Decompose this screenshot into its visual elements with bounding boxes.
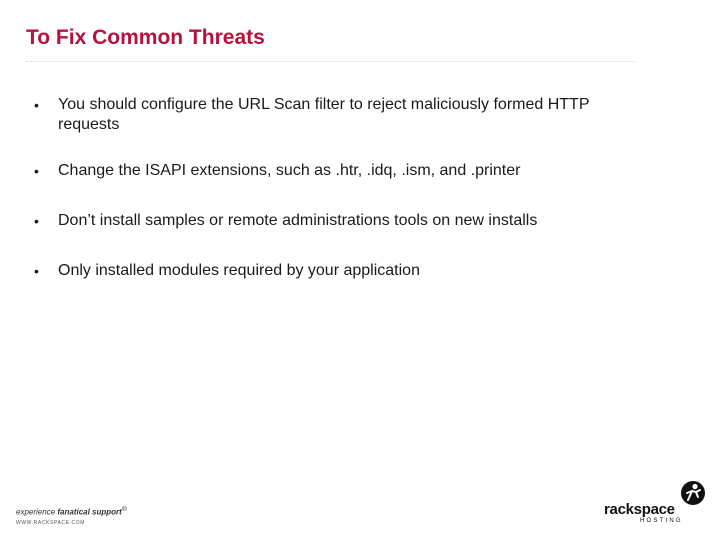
bullet-text: Only installed modules required by your application: [58, 262, 420, 279]
logo-subtext: HOSTING: [640, 518, 683, 524]
bullet-text: You should configure the URL Scan filter to reject maliciously formed HTTP requests: [58, 96, 590, 133]
rackspace-logo: [604, 480, 708, 526]
tagline-emphasis: fanatical support: [57, 507, 122, 517]
bullet-item: [34, 161, 634, 181]
bullet-list: [34, 95, 634, 311]
bullet-dot-icon: •: [34, 213, 39, 229]
bullet-dot-icon: •: [34, 97, 39, 113]
bullet-item: [34, 261, 634, 281]
footer-tagline-block: [16, 506, 156, 526]
tagline-registered-mark: ®: [121, 506, 127, 513]
bullet-dot-icon: •: [34, 163, 39, 179]
title-divider: [26, 61, 636, 62]
tagline-prefix: experience: [16, 507, 56, 517]
bullet-item: [34, 95, 634, 135]
footer-website: WWW.RACKSPACE.COM: [16, 519, 85, 526]
bullet-text: Don’t install samples or remote administrations tools on new installs: [58, 212, 538, 229]
logo-wordmark: rackspace: [604, 501, 675, 518]
bullet-text: Change the ISAPI extensions, such as .htr, .idq, .ism, and .printer: [58, 162, 521, 179]
bullet-dot-icon: •: [34, 263, 39, 279]
rackspace-figure-icon: [680, 480, 706, 506]
footer-tagline: [16, 506, 156, 517]
bullet-item: [34, 211, 634, 231]
slide-title: To Fix Common Threats: [26, 26, 265, 49]
